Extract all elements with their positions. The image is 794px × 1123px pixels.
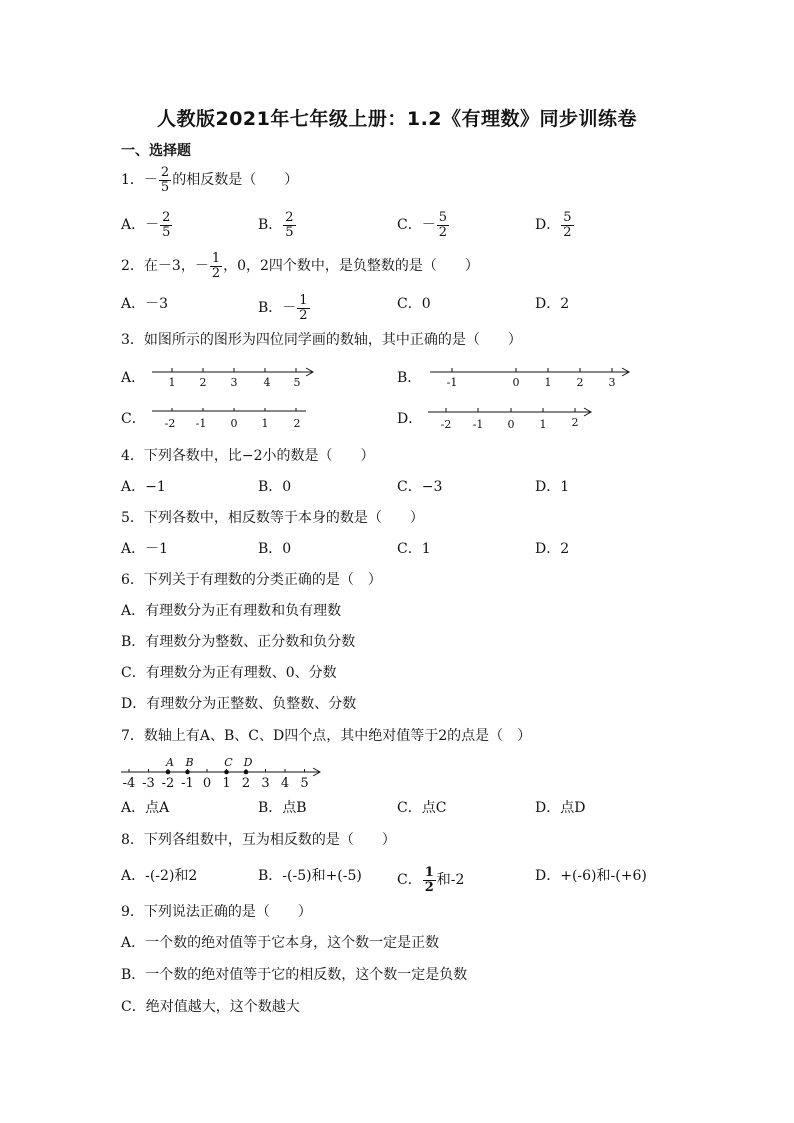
- q7-point-label: A: [166, 756, 174, 769]
- tick-label: 1: [539, 418, 547, 431]
- q2-prefix: 2．在－3，－: [121, 258, 209, 275]
- q4-option-d: D．1: [535, 479, 570, 495]
- q7-option-a: A．点A: [121, 800, 170, 816]
- q1-b-den: 5: [285, 224, 294, 240]
- tick-label: 0: [230, 417, 238, 430]
- q9-option-c: C．绝对值越大，这个数越大: [121, 999, 300, 1015]
- q7-tick-label: -1: [181, 776, 194, 791]
- q6-option-d: D．有理数分为正整数、负整数、分数: [121, 696, 357, 712]
- q3-number-line-b: [428, 362, 634, 392]
- q1-b-label: B．: [258, 217, 283, 234]
- q2-frac-den: 2: [211, 265, 221, 281]
- q4-option-b: B．0: [258, 479, 292, 495]
- tick-label: 2: [571, 416, 579, 429]
- q1-suffix: 的相反数是（ ）: [172, 172, 299, 189]
- q7-point-b: [185, 770, 190, 775]
- q7-number-line: [119, 752, 325, 792]
- q7-point-label: C: [224, 756, 233, 769]
- q7-tick-label: 2: [241, 776, 251, 791]
- question-1-stem: [121, 166, 298, 194]
- page-title: 人教版2021年七年级上册：1.2《有理数》同步训练卷: [156, 108, 638, 130]
- q9-option-a: A．一个数的绝对值等于它本身，这个数一定是正数: [121, 935, 440, 951]
- q6-option-c: C．有理数分为正有理数、0、分数: [121, 665, 337, 681]
- q3-option-d-label: D．: [397, 411, 423, 427]
- q1-d-label: D．: [535, 217, 561, 234]
- q1-a-den: 5: [162, 224, 171, 240]
- question-8-stem: 8．下列各组数中，互为相反数的是（ ）: [121, 832, 396, 848]
- tick-label: 1: [544, 376, 552, 389]
- q8-c-label: C．: [397, 872, 422, 889]
- q2-b-label: B．－: [258, 300, 297, 317]
- q7-tick-label: 5: [300, 776, 309, 791]
- q1-a-num: 2: [162, 210, 171, 225]
- q3-number-line-a: [148, 362, 318, 392]
- q1-c-fraction: [437, 211, 449, 239]
- q5-option-d: D．2: [535, 541, 570, 557]
- q1-a-label: A．－: [121, 217, 160, 234]
- tick-label: 1: [168, 376, 176, 389]
- q1-option-c: [397, 211, 450, 239]
- tick-label: -2: [164, 417, 176, 430]
- question-7-stem: 7．数轴上有A、B、C、D四个点，其中绝对值等于2的点是（ ）: [121, 728, 532, 744]
- tick-label: 4: [263, 376, 271, 389]
- q1-d-den: 2: [563, 224, 572, 240]
- tick-label: 0: [512, 376, 520, 389]
- q2-frac-num: 1: [211, 251, 221, 266]
- q7-option-d: D．点D: [535, 800, 586, 816]
- q5-option-b: B．0: [258, 541, 292, 557]
- q3-number-line-d: [426, 402, 598, 432]
- q7-point-d: [244, 770, 249, 775]
- question-5-stem: 5．下列各数中，相反数等于本身的数是（ ）: [121, 510, 424, 526]
- q3-number-line-c: [148, 404, 318, 434]
- q5-option-a: A．－1: [121, 541, 169, 557]
- q7-option-c: C．点C: [397, 800, 447, 816]
- q1-c-den: 2: [438, 224, 447, 240]
- q1-frac-num: 2: [160, 165, 170, 180]
- q1-c-num: 5: [438, 210, 447, 225]
- q9-option-b: B．一个数的绝对值等于它的相反数，这个数一定是负数: [121, 967, 468, 983]
- q3-option-b-label: B．: [397, 370, 422, 386]
- tick-label: -1: [472, 418, 484, 431]
- q8-c-suffix: 和-2: [436, 872, 465, 889]
- q8-c-fraction: [423, 866, 436, 894]
- q7-point-label: B: [185, 756, 194, 769]
- q1-b-num: 2: [285, 210, 294, 225]
- q3-option-c-label: C．: [121, 411, 146, 427]
- q8-c-den: 2: [424, 879, 434, 895]
- ticks: [452, 368, 612, 372]
- q1-option-d: [535, 211, 575, 239]
- ticks: [446, 408, 575, 412]
- question-9-stem: 9．下列说法正确的是（ ）: [121, 904, 312, 920]
- tick-label: 5: [293, 376, 301, 389]
- q8-c-num: 1: [424, 865, 434, 880]
- q4-option-a: A．−1: [121, 479, 166, 495]
- q6-option-b: B．有理数分为整数、正分数和负分数: [121, 634, 356, 650]
- tick-label: 3: [608, 376, 616, 389]
- tick-label: 0: [507, 418, 515, 431]
- question-4-stem: 4．下列各数中，比−2小的数是（ ）: [121, 448, 375, 464]
- q1-frac-den: 5: [160, 179, 170, 195]
- q1-prefix: 1．－: [121, 172, 158, 189]
- q7-tick-label: -2: [161, 776, 175, 791]
- q8-option-c: [397, 866, 464, 894]
- q1-c-label: C．－: [397, 217, 436, 234]
- q7-tick-label: 1: [222, 776, 231, 791]
- q7-tick-label: 4: [280, 776, 290, 791]
- q2-fraction: [210, 252, 222, 280]
- q7-tick-label: -3: [142, 776, 155, 791]
- ticks: [172, 368, 296, 372]
- question-3-stem: 3．如图所示的图形为四位同学画的数轴，其中正确的是（ ）: [121, 332, 522, 348]
- q7-point-a: [166, 770, 171, 775]
- q2-b-den: 2: [299, 307, 308, 323]
- q1-b-fraction: [283, 211, 295, 239]
- q2-suffix: ，0，2四个数中，是负整数的是（ ）: [223, 258, 479, 275]
- q7-point-c: [224, 770, 229, 775]
- q2-option-a: A．－3: [121, 296, 169, 312]
- q7-tick-label: 3: [261, 776, 270, 791]
- q7-tick-label: -4: [122, 776, 136, 791]
- question-6-stem: 6．下列关于有理数的分类正确的是（ ）: [121, 572, 382, 588]
- tick-label: 2: [576, 376, 584, 389]
- q1-d-fraction: [561, 211, 573, 239]
- q4-option-c: C．−3: [397, 479, 443, 495]
- tick-label: 3: [230, 376, 238, 389]
- q8-option-d: D．+(-6)和-(+6): [535, 868, 647, 884]
- q1-fraction: [159, 166, 171, 194]
- q1-a-fraction: [160, 211, 172, 239]
- q5-option-c: C．1: [397, 541, 431, 557]
- q7-point-label: D: [243, 756, 253, 769]
- q1-option-b: [258, 211, 297, 239]
- tick-label: -1: [195, 417, 207, 430]
- q8-option-b: B．-(-5)和+(-5): [258, 868, 362, 884]
- q2-b-fraction: [297, 294, 309, 322]
- q2-option-c: C．0: [397, 296, 431, 312]
- tick-label: 2: [293, 417, 301, 430]
- q7-tick-label: 0: [202, 776, 212, 791]
- q1-option-a: [121, 211, 173, 239]
- q6-option-a: A．有理数分为正有理数和负有理数: [121, 603, 342, 619]
- q8-option-a: A．-(-2)和2: [121, 868, 198, 884]
- q7-option-b: B．点B: [258, 800, 307, 816]
- tick-label: 1: [261, 417, 269, 430]
- q2-b-num: 1: [299, 293, 308, 308]
- q3-option-a-label: A．: [121, 370, 146, 386]
- q2-option-d: D．2: [535, 296, 570, 312]
- section-heading: 一、选择题: [121, 143, 191, 159]
- tick-label: -1: [446, 376, 458, 389]
- q1-d-num: 5: [563, 210, 572, 225]
- question-2-stem: [121, 252, 479, 280]
- q2-option-b: [258, 294, 311, 322]
- tick-label: -2: [440, 418, 452, 431]
- tick-label: 2: [199, 376, 207, 389]
